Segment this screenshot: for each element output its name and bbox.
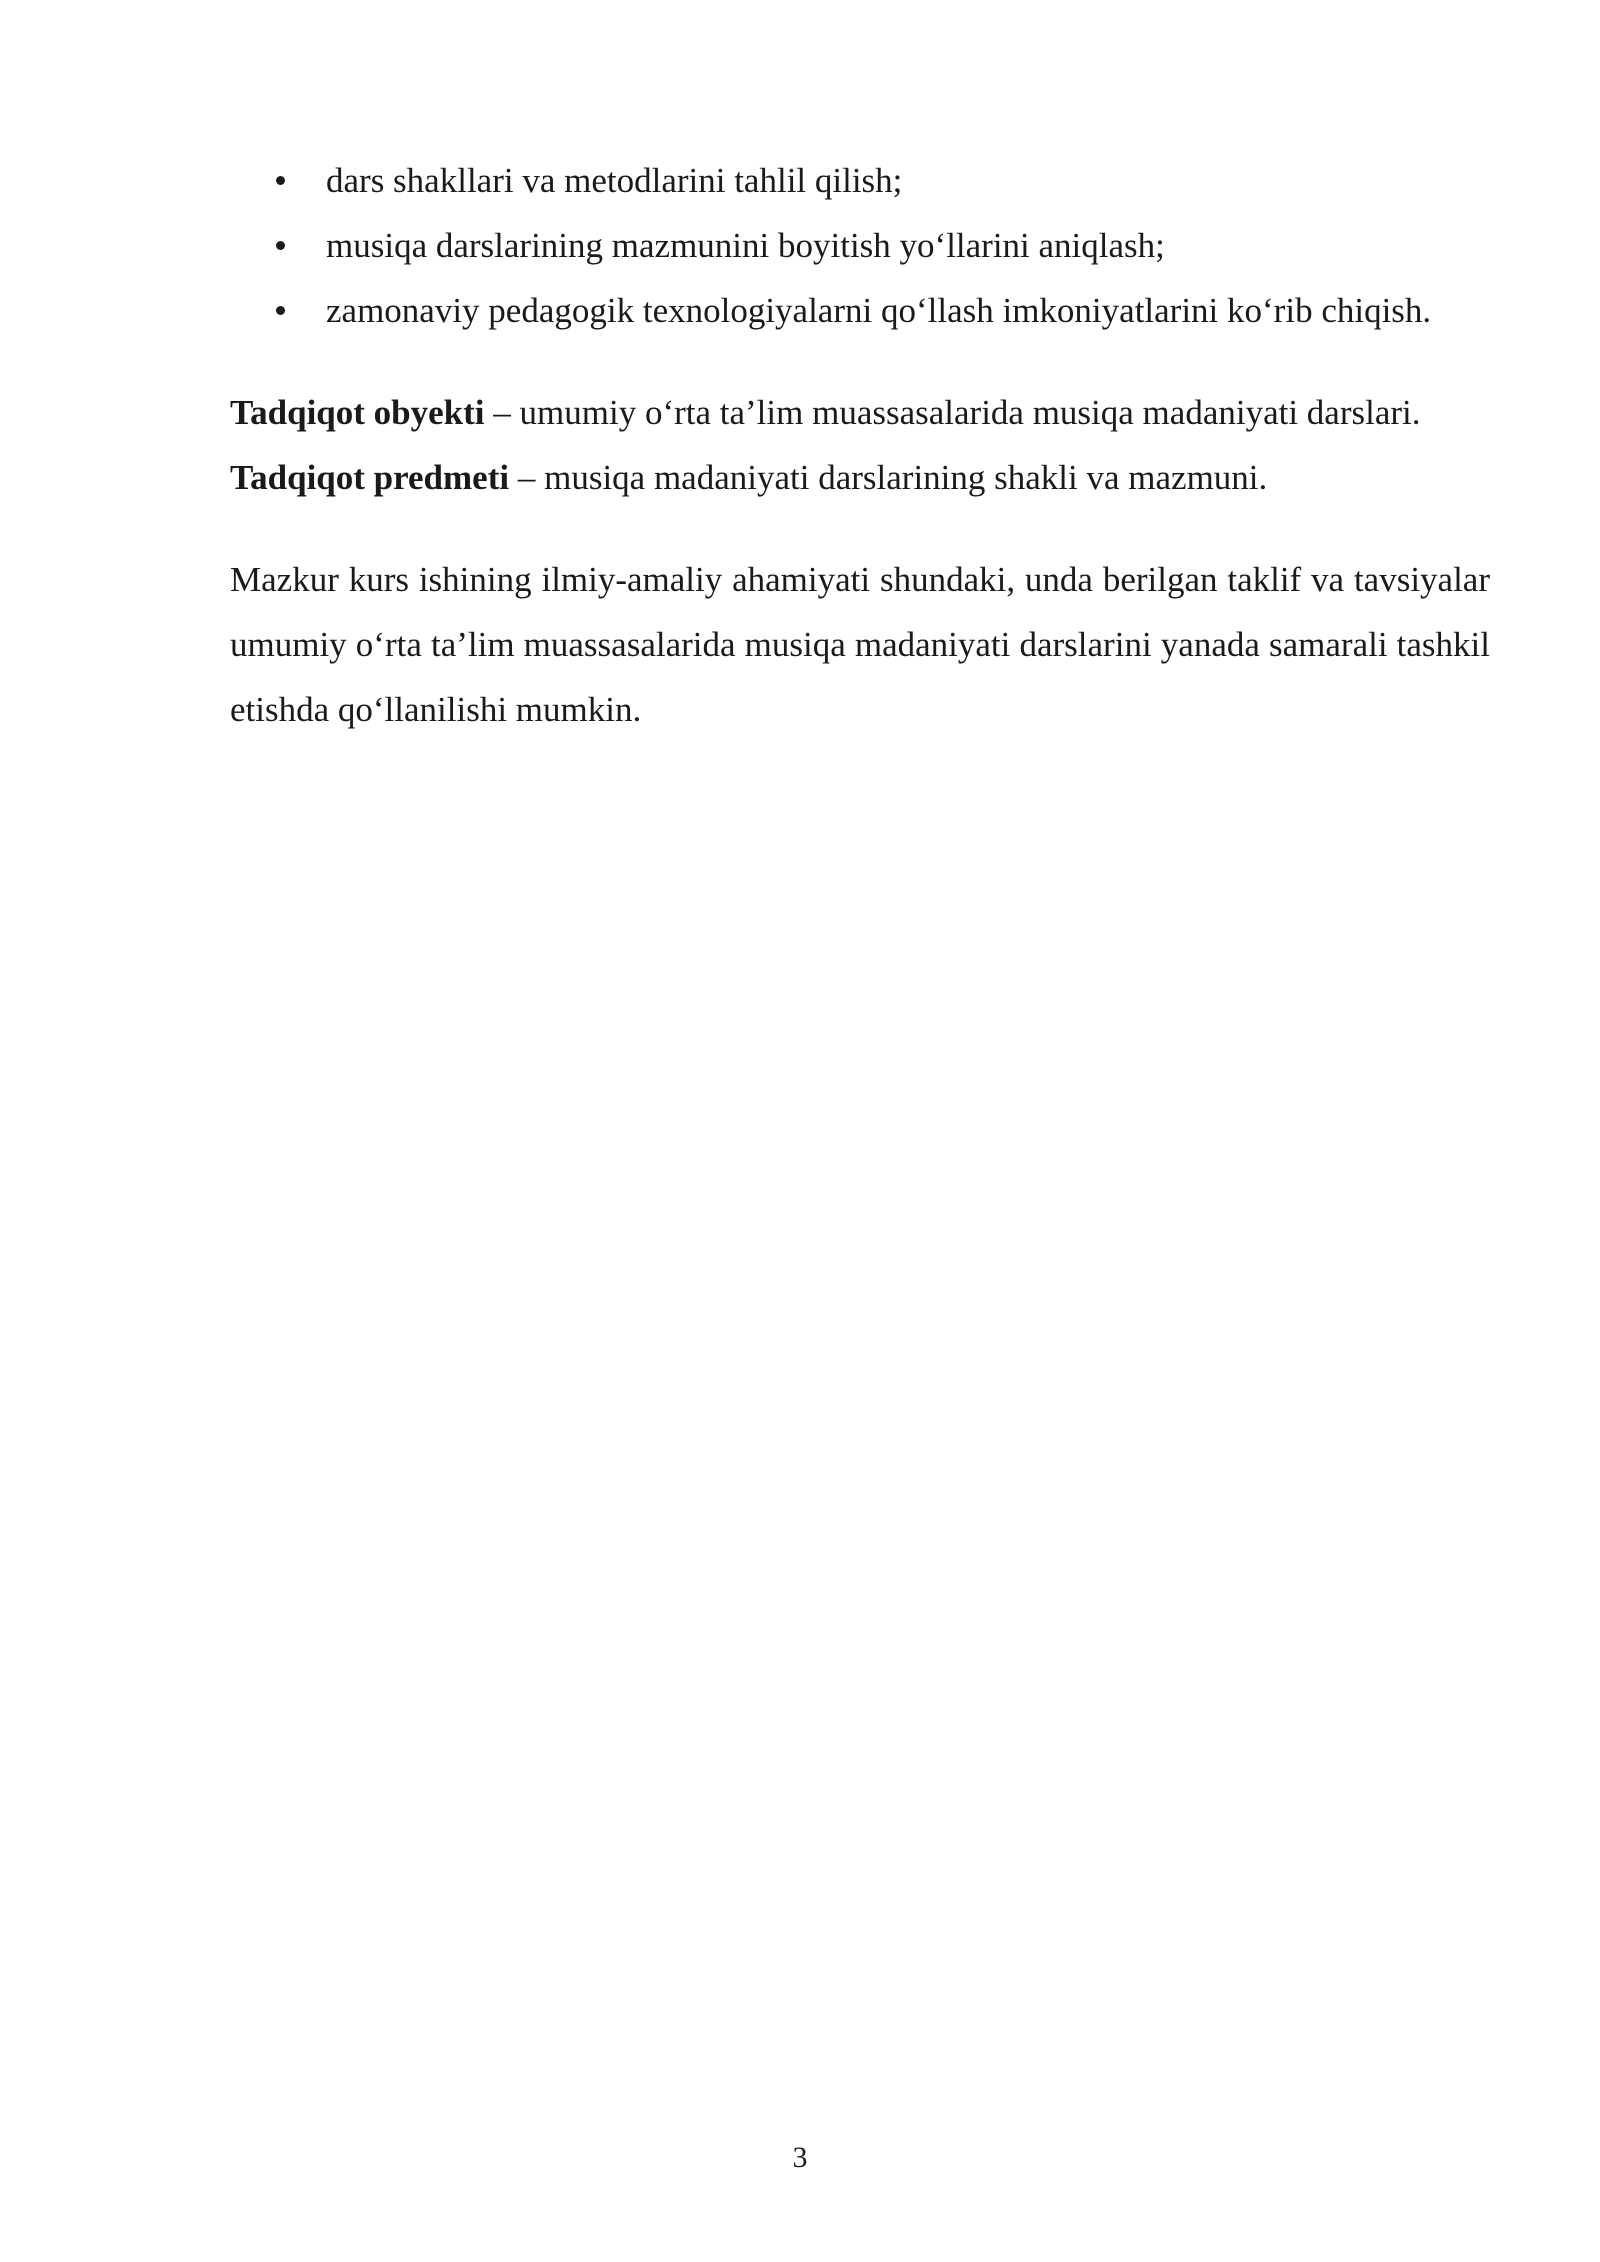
significance-paragraph: Mazkur kurs ishining ilmiy-amaliy ahamiyati shundaki, unda berilgan taklif va tavsiyalar umumiy o‘rta ta’lim muassasalarida musiqa madaniyati darslarini yanada samarali tashkil etishda qo‘llanilishi mumkin. xyxy=(230,560,1490,729)
research-subject-paragraph xyxy=(230,445,1490,510)
list-item xyxy=(230,278,1490,343)
bullet-icon xyxy=(276,241,285,250)
page-content xyxy=(230,148,1490,742)
research-subject-text: – musiqa madaniyati darslarining shakli va mazmuni. xyxy=(509,458,1268,497)
research-object-paragraph xyxy=(230,380,1490,445)
page-number: 3 xyxy=(792,2141,808,2174)
research-object-term: Tadqiqot obyekti xyxy=(230,393,485,432)
list-item xyxy=(230,148,1490,213)
bullet-list xyxy=(230,148,1490,343)
bullet-icon xyxy=(276,306,285,315)
list-item-text: musiqa darslarining mazmunini boyitish yo‘llarini aniqlash; xyxy=(326,226,1165,265)
list-item-text: dars shakllari va metodlarini tahlil qilish; xyxy=(326,161,903,200)
research-subject-term: Tadqiqot predmeti xyxy=(230,458,510,497)
spacer xyxy=(230,343,1490,380)
research-object-text: – umumiy o‘rta ta’lim muassasalarida musiqa madaniyati darslari. xyxy=(484,393,1421,432)
list-item xyxy=(230,213,1490,278)
spacer xyxy=(230,510,1490,547)
list-item-text: zamonaviy pedagogik texnologiyalarni qo‘llash imkoniyatlarini ko‘rib chiqish. xyxy=(326,291,1432,330)
bullet-icon xyxy=(276,176,285,185)
